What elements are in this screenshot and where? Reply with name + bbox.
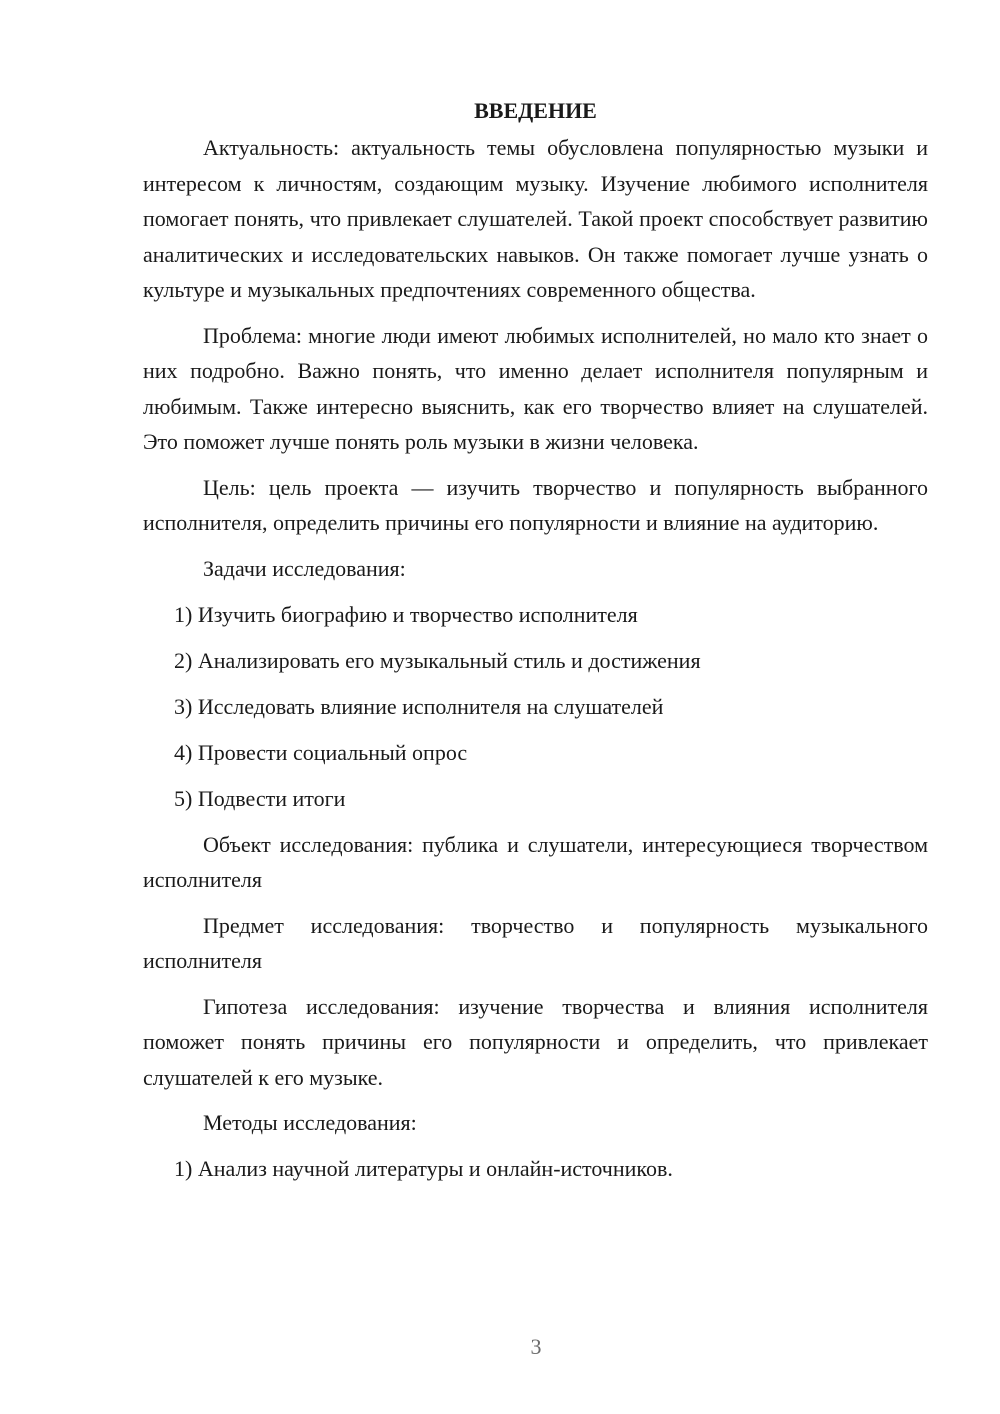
page-number: 3 bbox=[530, 1334, 542, 1359]
subject-paragraph: Предмет исследования: творчество и популярность музыкального исполнителя bbox=[143, 912, 928, 973]
list-item: 3) Исследовать влияние исполнителя на слушателей bbox=[174, 693, 664, 719]
list-item: 4) Провести социальный опрос bbox=[174, 739, 468, 765]
tasks-list bbox=[143, 597, 928, 816]
list-item: 1) Изучить биографию и творчество исполнителя bbox=[174, 601, 638, 627]
problem-paragraph: Проблема: многие люди имеют любимых исполнителей, но мало кто знает о них подробно. Важно понять, что именно делает исполнителя популярным и любимым. Также интересно выяснить, как его творчество влияет на слушателей. Это поможет лучше понять роль музыки в жизни человека. bbox=[143, 322, 928, 454]
hypothesis-paragraph: Гипотеза исследования: изучение творчества и влияния исполнителя поможет понять причины его популярности и определить, что привлекает слушателей к его музыке. bbox=[143, 993, 928, 1090]
object-paragraph: Объект исследования: публика и слушатели, интересующиеся творчеством исполнителя bbox=[143, 831, 928, 892]
tasks-label: Задачи исследования: bbox=[203, 555, 406, 581]
list-item: 1) Анализ научной литературы и онлайн-источников. bbox=[174, 1156, 673, 1181]
list-item: 2) Анализировать его музыкальный стиль и достижения bbox=[174, 647, 701, 673]
document-page bbox=[143, 96, 928, 1197]
list-item: 5) Подвести итоги bbox=[174, 785, 346, 811]
relevance-paragraph: Актуальность: актуальность темы обусловлена популярностью музыки и интересом к личностям, создающим музыку. Изучение любимого исполнителя помогает понять, что привлекает слушателей. Такой проект способствует развитию аналитических и исследовательских навыков. Он также помогает лучше узнать о культуре и музыкальных предпочтениях современного общества. bbox=[143, 135, 928, 302]
methods-label: Методы исследования: bbox=[203, 1110, 417, 1135]
section-heading: ВВЕДЕНИЕ bbox=[474, 98, 597, 123]
goal-paragraph: Цель: цель проекта — изучить творчество и популярность выбранного исполнителя, определить причины его популярности и влияние на аудиторию. bbox=[143, 474, 928, 535]
methods-list bbox=[143, 1151, 928, 1186]
